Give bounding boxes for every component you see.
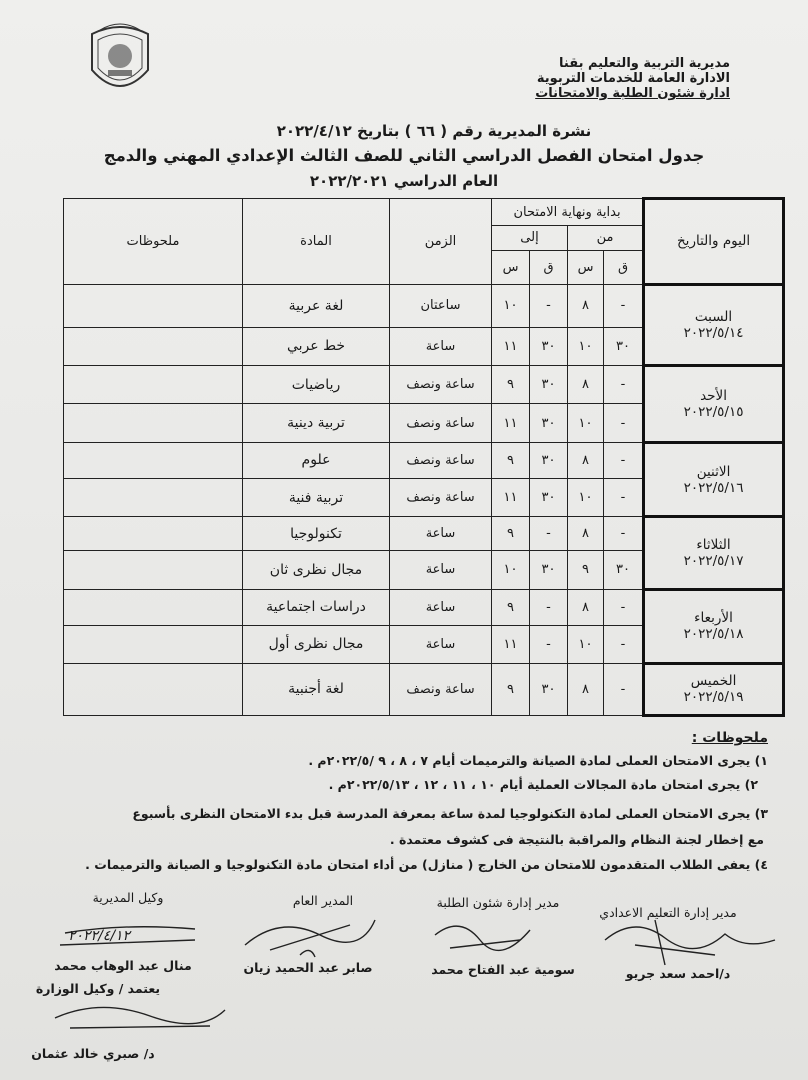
from-hour: ٨ (568, 663, 604, 715)
signature-mark (430, 910, 540, 960)
subject-cell: تربية فنية (243, 478, 390, 516)
signature-role: المدير العام (292, 893, 354, 908)
exam-date: ٢٠٢٢/٥/١٧ (683, 552, 744, 569)
header-minutes: ق (604, 250, 644, 284)
signature-role: مدير إدارة شئون الطلبة (436, 895, 560, 910)
signature-mark (50, 998, 230, 1036)
approval-label: يعتمد / وكيل الوزارة (35, 981, 161, 996)
to-hour: ١١ (492, 478, 530, 516)
header-to: إلى (492, 226, 568, 251)
from-hour: ١٠ (568, 478, 604, 516)
from-minutes: - (604, 663, 644, 715)
issuer-block (535, 56, 730, 101)
day-name: السبت (694, 308, 733, 325)
from-minutes: - (604, 284, 644, 327)
note-item: مع إخطار لجنة النظام والمراقبة بالنتيجة فى كشوف معتمدة . (389, 832, 764, 847)
notes-cell (64, 284, 243, 327)
notes-heading: ملحوظات : (691, 730, 768, 746)
to-minutes: - (530, 284, 568, 327)
general-admin-name: الادارة العامة للخدمات التربوية (536, 71, 730, 86)
from-minutes: - (604, 478, 644, 516)
to-minutes: ٣٠ (530, 366, 568, 404)
from-hour: ٨ (568, 442, 604, 478)
signature-role: وكيل المديرية (92, 890, 164, 905)
exam-date: ٢٠٢٢/٥/١٦ (683, 479, 744, 496)
duration-cell: ساعة ونصف (390, 442, 492, 478)
duration-cell: ساعة (390, 625, 492, 663)
day-date-cell (644, 663, 784, 715)
to-hour: ١١ (492, 625, 530, 663)
header-subject: المادة (243, 199, 390, 285)
duration-cell: ساعة ونصف (390, 366, 492, 404)
from-minutes: - (604, 404, 644, 442)
from-minutes: ٣٠ (604, 551, 644, 589)
subject-cell: مجال نظرى أول (243, 625, 390, 663)
to-minutes: ٣٠ (530, 551, 568, 589)
subject-cell: تكنولوجيا (243, 517, 390, 551)
schedule-row (64, 366, 784, 404)
to-minutes: ٣٠ (530, 663, 568, 715)
header-day-date: اليوم والتاريخ (644, 199, 784, 285)
duration-cell: ساعتان (390, 284, 492, 327)
exam-date: ٢٠٢٢/٥/١٨ (683, 626, 744, 643)
from-hour: ٨ (568, 589, 604, 625)
header-exam-span: بداية ونهاية الامتحان (492, 199, 644, 226)
day-name: الخميس (690, 673, 737, 690)
day-date-cell (644, 366, 784, 443)
signature-mark (595, 910, 785, 970)
page-title: جدول امتحان الفصل الدراسي الثاني للصف الثالث الإعدادي المهني والدمج (103, 146, 705, 165)
notes-cell (64, 327, 243, 365)
bulletin-line: نشرة المديرية رقم ( ٦٦ ) بتاريخ ٢٠٢٢/٤/١٢ (276, 122, 592, 140)
handwritten-date: ٢٠٢٢/٤/١٢ (68, 928, 131, 944)
day-name: الأربعاء (694, 610, 733, 627)
notes-cell (64, 625, 243, 663)
subject-cell: رياضيات (243, 366, 390, 404)
subject-cell: لغة عربية (243, 284, 390, 327)
schedule-row (64, 517, 784, 551)
day-date-cell (644, 517, 784, 589)
subject-cell: لغة أجنبية (243, 663, 390, 715)
note-item: ٤) يعفى الطلاب المتقدمون للامتحان من الخارج ( منازل) من أداء امتحان مادة التكنولوجيا و الصيانة والترميمات . (85, 857, 768, 872)
approver-name: د/ صبري خالد عثمان (31, 1046, 155, 1061)
schedule-row (64, 589, 784, 625)
notes-cell (64, 404, 243, 442)
from-minutes: - (604, 517, 644, 551)
exam-schedule-table (63, 197, 785, 717)
notes-cell (64, 442, 243, 478)
day-name: الثلاثاء (696, 536, 731, 553)
to-hour: ٩ (492, 442, 530, 478)
from-minutes: - (604, 625, 644, 663)
day-date-cell (644, 589, 784, 663)
directorate-name: مديرية التربية والتعليم بقنا (559, 56, 730, 71)
signature-role: مدير إدارة التعليم الاعدادي (599, 905, 737, 920)
signatory-name: د/احمد سعد جريو (625, 966, 731, 981)
notes-cell (64, 589, 243, 625)
from-hour: ١٠ (568, 327, 604, 365)
to-minutes: - (530, 517, 568, 551)
exam-date: ٢٠٢٢/٥/١٥ (683, 403, 744, 420)
from-minutes: - (604, 589, 644, 625)
subject-cell: دراسات اجتماعية (243, 589, 390, 625)
schedule-row (64, 442, 784, 478)
duration-cell: ساعة (390, 517, 492, 551)
from-minutes: - (604, 366, 644, 404)
exam-date: ٢٠٢٢/٥/١٤ (683, 324, 744, 341)
header-duration: الزمن (390, 199, 492, 285)
duration-cell: ساعة ونصف (390, 404, 492, 442)
subject-cell: علوم (243, 442, 390, 478)
signatory-name: صابر عبد الحميد زيان (243, 960, 373, 975)
subject-cell: تربية دينية (243, 404, 390, 442)
to-hour: ٩ (492, 517, 530, 551)
from-hour: ٩ (568, 551, 604, 589)
duration-cell: ساعة (390, 551, 492, 589)
exam-date: ٢٠٢٢/٥/١٩ (683, 689, 744, 706)
to-minutes: - (530, 625, 568, 663)
subject-cell: مجال نظرى ثان (243, 551, 390, 589)
from-minutes: ٣٠ (604, 327, 644, 365)
academic-year: العام الدراسي ٢٠٢٢/٢٠٢١ (309, 172, 499, 190)
duration-cell: ساعة (390, 589, 492, 625)
to-hour: ٩ (492, 366, 530, 404)
note-item: ٢) يجرى امتحان مادة المجالات العملية أيام ١٠ ، ١١ ، ١٢ ، ٢٠٢٢/٥/١٣م . (328, 777, 758, 792)
schedule-row (64, 284, 784, 327)
from-hour: ٨ (568, 366, 604, 404)
day-date-cell (644, 284, 784, 365)
signatory-name: منال عبد الوهاب محمد (54, 958, 192, 973)
to-minutes: ٣٠ (530, 442, 568, 478)
to-hour: ١٠ (492, 284, 530, 327)
to-minutes: ٣٠ (530, 478, 568, 516)
notes-cell (64, 551, 243, 589)
to-hour: ١١ (492, 327, 530, 365)
day-date-cell (644, 442, 784, 516)
to-minutes: ٣٠ (530, 327, 568, 365)
notes-cell (64, 663, 243, 715)
schedule-row (64, 663, 784, 715)
header-notes: ملحوظات (64, 199, 243, 285)
to-minutes: ٣٠ (530, 404, 568, 442)
ministry-seal-icon (84, 18, 156, 102)
duration-cell: ساعة ونصف (390, 478, 492, 516)
signatory-name: سومية عبد الفتاح محمد (431, 962, 575, 977)
from-hour: ٨ (568, 517, 604, 551)
to-hour: ١٠ (492, 551, 530, 589)
to-hour: ٩ (492, 589, 530, 625)
header-from: من (568, 226, 644, 251)
duration-cell: ساعة ونصف (390, 663, 492, 715)
signature-mark (240, 905, 380, 960)
department-name: ادارة شئون الطلبة والامتحانات (535, 86, 730, 101)
day-name: الاثنين (696, 463, 731, 480)
note-item: ٣) يجرى الامتحان العملى لمادة التكنولوجيا لمدة ساعة بمعرفة المدرسة قبل بدء الامتحان النظرى بأسبوع (132, 806, 768, 821)
from-hour: ٨ (568, 284, 604, 327)
duration-cell: ساعة (390, 327, 492, 365)
day-name: الأحد (700, 387, 727, 404)
from-minutes: - (604, 442, 644, 478)
note-item: ١) يجرى الامتحان العملى لمادة الصيانة والترميمات أيام ٧ ، ٨ ، ٩ /٢٠٢٢/٥م . (308, 753, 768, 768)
header-minutes: ق (530, 250, 568, 284)
to-minutes: - (530, 589, 568, 625)
notes-cell (64, 366, 243, 404)
header-hours: س (568, 250, 604, 284)
from-hour: ١٠ (568, 404, 604, 442)
to-hour: ١١ (492, 404, 530, 442)
header-hours: س (492, 250, 530, 284)
subject-cell: خط عربي (243, 327, 390, 365)
to-hour: ٩ (492, 663, 530, 715)
notes-cell (64, 517, 243, 551)
from-hour: ١٠ (568, 625, 604, 663)
notes-cell (64, 478, 243, 516)
